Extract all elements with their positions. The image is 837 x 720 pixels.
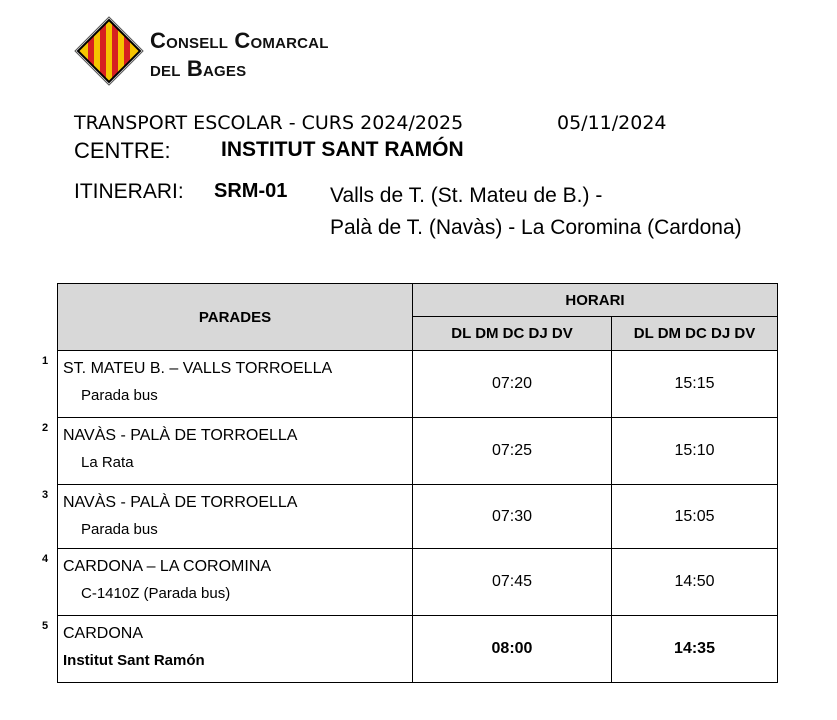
time-afternoon: 15:15	[612, 351, 778, 418]
stop-detail: Parada bus	[81, 387, 158, 404]
route-line-1: Valls de T. (St. Mateu de B.) -	[330, 184, 603, 207]
time-afternoon: 15:05	[612, 485, 778, 549]
org-name-line1: Consell Comarcal	[150, 28, 329, 53]
time-afternoon: 15:10	[612, 418, 778, 485]
stop-number: 5	[42, 620, 49, 632]
table-row	[58, 351, 778, 418]
header-days-afternoon: DL DM DC DJ DV	[612, 317, 778, 351]
stop-cell	[42, 485, 413, 549]
stop-number: 4	[42, 553, 49, 565]
time-afternoon: 14:35	[612, 616, 778, 683]
table-row	[58, 616, 778, 683]
stop-name: NAVÀS - PALÀ DE TORROELLA	[63, 427, 298, 444]
stop-detail: C-1410Z (Parada bus)	[81, 585, 231, 602]
route-line-2: Palà de T. (Navàs) - La Coromina (Cardona)	[330, 216, 742, 239]
stop-detail: Institut Sant Ramón	[63, 652, 205, 669]
document-date: 05/11/2024	[557, 112, 667, 134]
schedule-table	[42, 283, 778, 683]
itinerari-code: SRM-01	[214, 180, 288, 202]
time-morning: 07:45	[413, 549, 612, 616]
time-afternoon: 14:50	[612, 549, 778, 616]
stop-name: CARDONA	[63, 625, 144, 642]
stop-number: 2	[42, 422, 49, 434]
centre-value: INSTITUT SANT RAMÓN	[221, 138, 464, 161]
table-row	[58, 549, 778, 616]
time-morning: 07:20	[413, 351, 612, 418]
stop-name: ST. MATEU B. – VALLS TORROELLA	[63, 360, 333, 377]
header-horari: HORARI	[413, 284, 778, 317]
time-morning: 08:00	[413, 616, 612, 683]
stop-name: CARDONA – LA COROMINA	[63, 558, 272, 575]
itinerari-label: ITINERARI:	[74, 180, 184, 203]
stop-cell	[42, 351, 413, 418]
organization-name	[150, 27, 329, 83]
stop-detail: La Rata	[81, 454, 134, 471]
document-subtitle: TRANSPORT ESCOLAR - CURS 2024/2025	[74, 112, 464, 134]
time-morning: 07:25	[413, 418, 612, 485]
stop-cell	[42, 418, 413, 485]
header-parades: PARADES	[58, 284, 413, 351]
stop-detail: Parada bus	[81, 521, 158, 538]
table-row	[58, 485, 778, 549]
itinerari-route	[330, 180, 742, 244]
stop-cell	[42, 549, 413, 616]
stop-number: 1	[42, 355, 49, 367]
consell-comarcal-logo	[74, 16, 144, 86]
org-name-line2: del Bages	[150, 56, 247, 81]
stop-cell	[42, 616, 413, 683]
table-row	[58, 418, 778, 485]
stop-name: NAVÀS - PALÀ DE TORROELLA	[63, 494, 298, 511]
header-days-morning: DL DM DC DJ DV	[413, 317, 612, 351]
centre-label: CENTRE:	[74, 138, 171, 163]
stop-number: 3	[42, 489, 49, 501]
time-morning: 07:30	[413, 485, 612, 549]
